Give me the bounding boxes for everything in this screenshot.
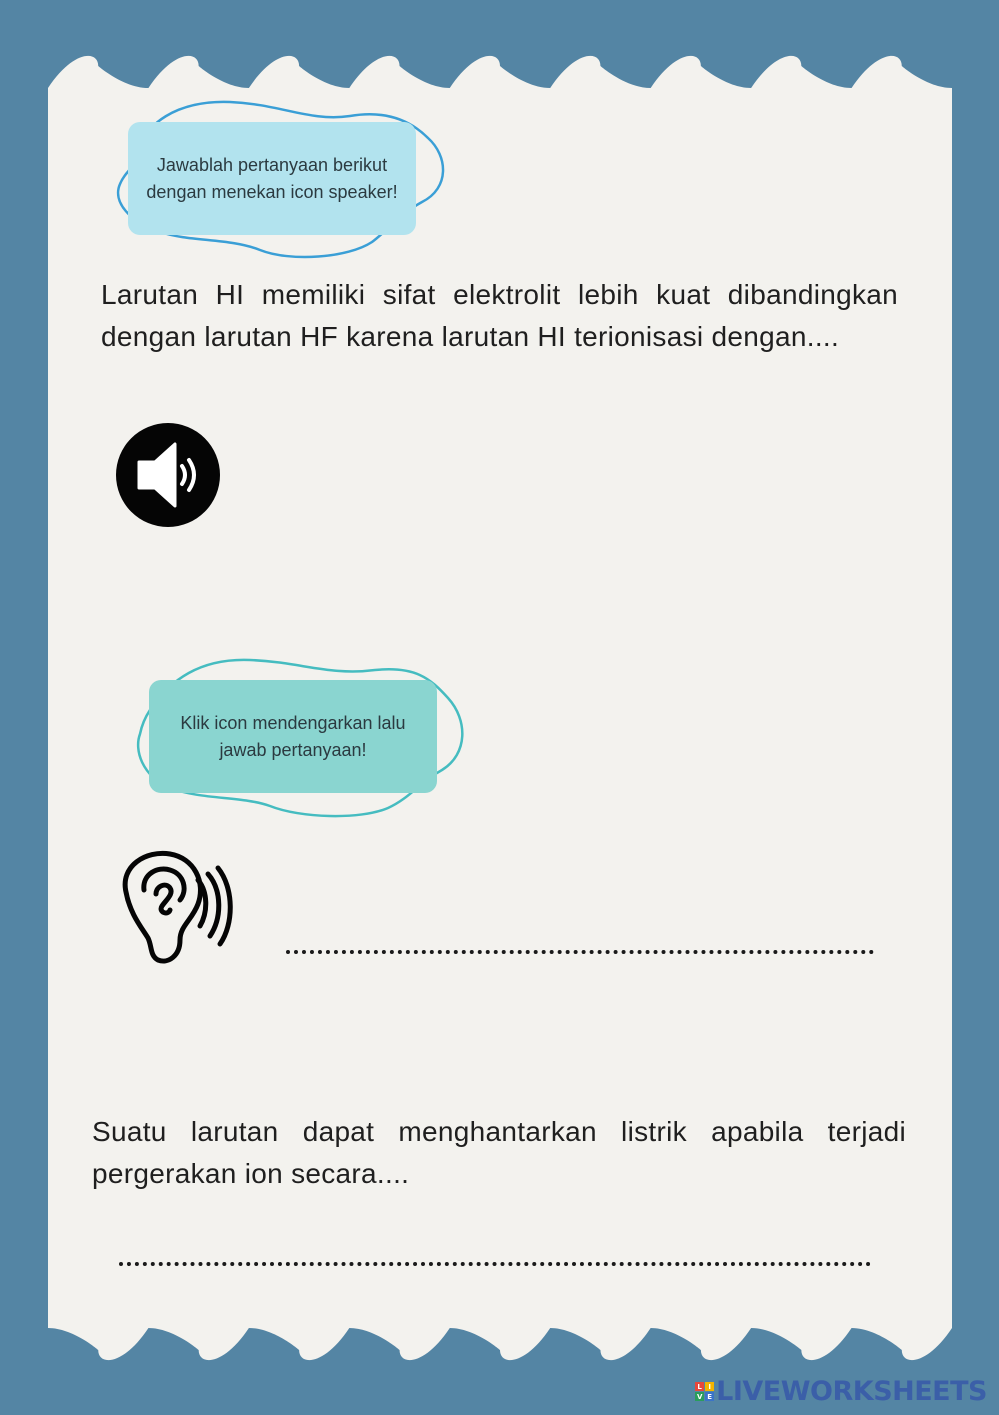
brand-mark-letter: L [695,1382,704,1391]
instruction-speaker-note [128,122,416,235]
liveworksheets-logo [695,1376,987,1407]
brand-mark-letter: I [705,1382,714,1391]
listen-button[interactable] [112,848,234,973]
instruction-listen-note [149,680,437,793]
brand-mark-letter: V [696,1392,703,1401]
ear-listen-icon [112,848,234,968]
question-2-text: Suatu larutan dapat menghantarkan listrik apabila terjadi pergerakan ion secara.... [92,1116,906,1189]
instruction-speaker-text: Jawablah pertanyaan berikut dengan menekan icon speaker! [146,154,398,202]
instruction-listen-text: Klik icon mendengarkan lalu jawab pertanyaan! [180,712,406,760]
question-1-text: Larutan HI memiliki sifat elektrolit lebih kuat dibandingkan dengan larutan HF karena larutan HI terionisasi dengan.... [101,279,898,352]
brand-mark-icon [695,1382,714,1401]
brand-name: LIVEWORKSHEETS [716,1376,987,1407]
speaker-button[interactable] [116,423,220,527]
speaker-icon [116,423,220,527]
answer-1-input[interactable] [286,920,874,954]
answer-2-input[interactable] [119,1232,871,1266]
brand-mark-letter: E [705,1392,714,1401]
